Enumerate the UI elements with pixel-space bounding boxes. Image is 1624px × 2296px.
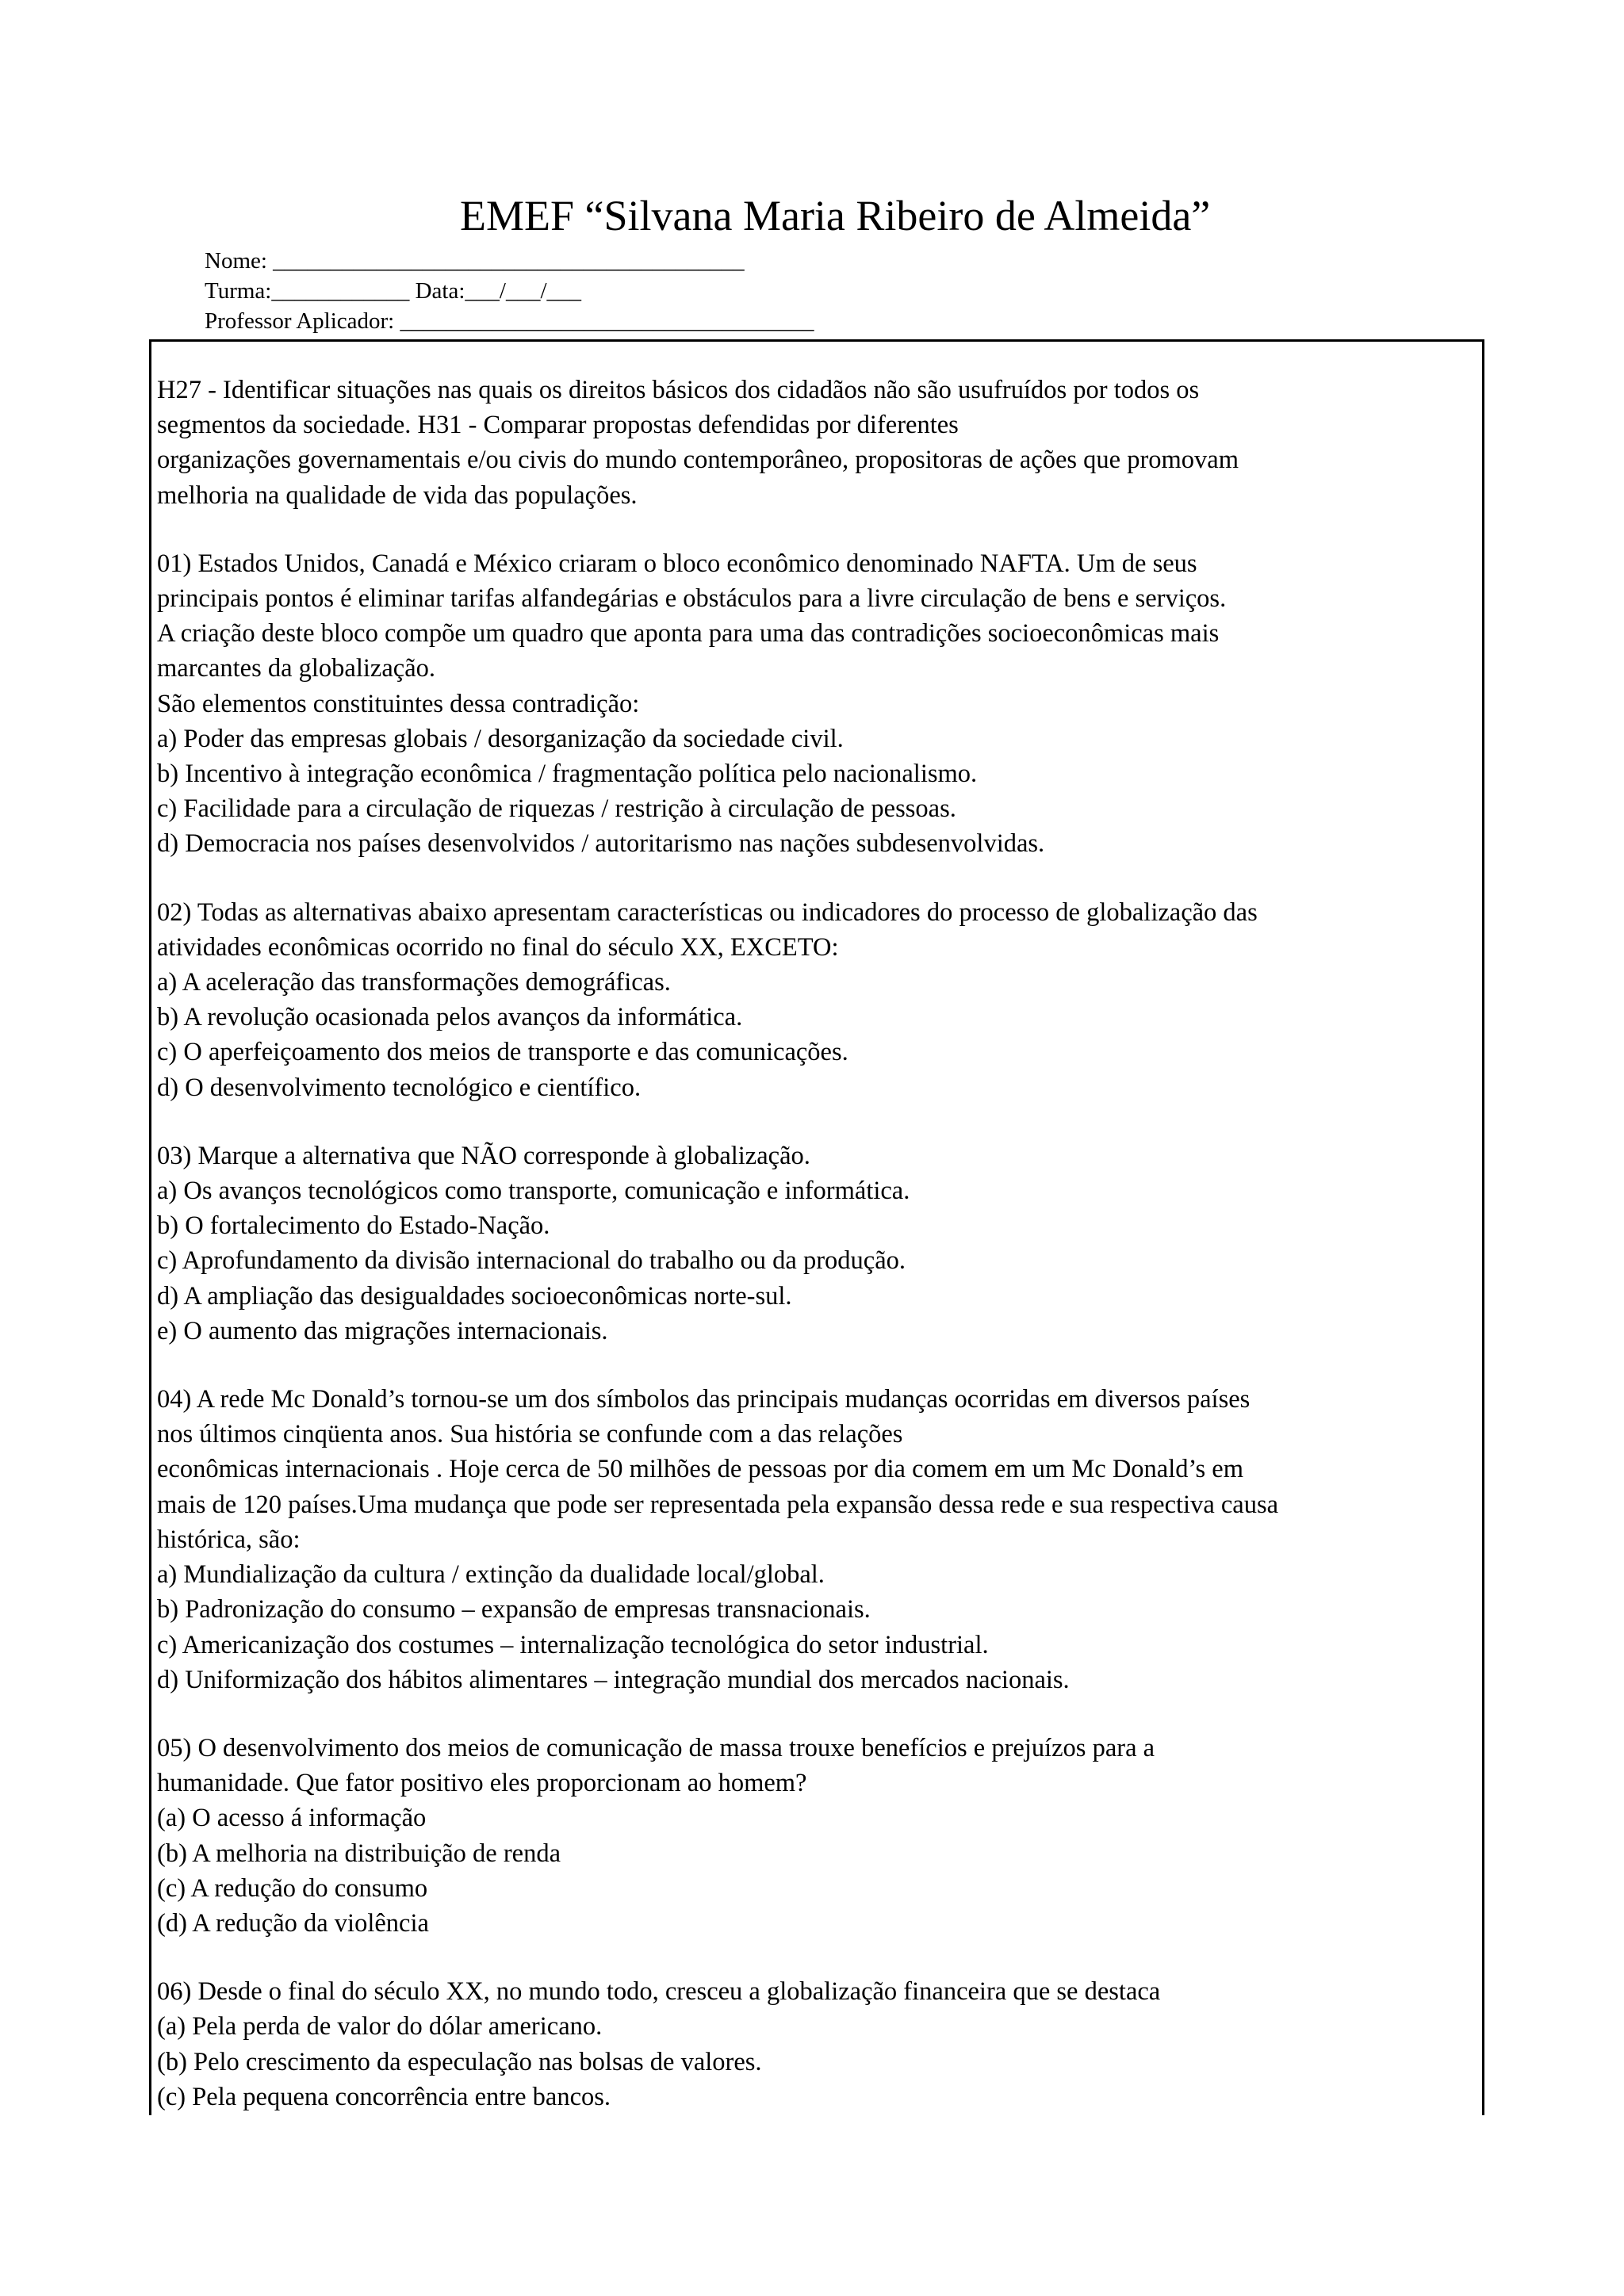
text-line: a) Os avanços tecnológicos como transporte, comunicação e informática. [157, 1177, 910, 1206]
text-line: humanidade. Que fator positivo eles proporcionam ao homem? [157, 1769, 807, 1798]
text-line: melhoria na qualidade de vida das populações. [157, 480, 638, 510]
text-line: a) Mundialização da cultura / extinção da dualidade local/global. [157, 1560, 825, 1590]
paragraph-gap [157, 1697, 1481, 1731]
paragraph-gap [157, 1105, 1481, 1138]
text-line: e) O aumento das migrações internacionais. [157, 1316, 608, 1345]
question-01 [157, 546, 1481, 862]
text-line: b) A revolução ocasionada pelos avanços da informática. [157, 1003, 743, 1032]
text-line: c) Aprofundamento da divisão internacional do trabalho ou da produção. [157, 1246, 906, 1276]
text-line: histórica, são: [157, 1525, 301, 1554]
text-line: c) Facilidade para a circulação de riquezas / restrição à circulação de pessoas. [157, 794, 956, 824]
text-line: c) Americanização dos costumes – internalização tecnológica do setor industrial. [157, 1630, 989, 1659]
text-line: (b) Pelo crescimento da especulação nas bolsas de valores. [157, 2047, 762, 2076]
text-line: (a) O acesso á informação [157, 1804, 427, 1833]
question-04 [157, 1382, 1481, 1697]
text-line: d) Uniformização dos hábitos alimentares – integração mundial dos mercados nacionais. [157, 1665, 1070, 1694]
text-line: marcantes da globalização. [157, 654, 435, 683]
text-line: d) O desenvolvimento tecnológico e científico. [157, 1073, 642, 1102]
text-line: 03) Marque a alternativa que NÃO corresponde à globalização. [157, 1141, 810, 1170]
paragraph-gap [157, 1349, 1481, 1382]
paragraph-gap [157, 1941, 1481, 1974]
text-line: b) Incentivo à integração econômica / fragmentação política pelo nacionalismo. [157, 760, 978, 789]
text-line: organizações governamentais e/ou civis do mundo contemporâneo, propositoras de ações que promovam [157, 446, 1239, 475]
text-line: segmentos da sociedade. H31 - Comparar propostas defendidas por diferentes [157, 411, 959, 440]
text-line: b) Padronização do consumo – expansão de empresas transnacionais. [157, 1595, 871, 1624]
text-line: d) A ampliação das desigualdades socioeconômicas norte-sul. [157, 1281, 792, 1311]
question-06 [157, 1974, 1481, 2114]
text-line: 06) Desde o final do século XX, no mundo todo, cresceu a globalização financeira que se destaca [157, 1977, 1161, 2007]
paragraph-gap [157, 862, 1481, 895]
text-line: 04) A rede Mc Donald’s tornou-se um dos símbolos das principais mudanças ocorridas em diversos países [157, 1385, 1251, 1414]
question-05 [157, 1731, 1481, 1941]
paragraph-gap [157, 513, 1481, 546]
text-line: mais de 120 países.Uma mudança que pode ser representada pela expansão dessa rede e sua respectiva causa [157, 1490, 1279, 1519]
text-line: (d) A redução da violência [157, 1908, 429, 1938]
text-line: H27 - Identificar situações nas quais os direitos básicos dos cidadãos não são usufruídos por todos os [157, 376, 1200, 404]
text-line: A criação deste bloco compõe um quadro que aponta para uma das contradições socioeconômicas mais [157, 619, 1220, 649]
text-line: principais pontos é eliminar tarifas alfandegárias e obstáculos para a livre circulação de bens e serviços. [157, 584, 1227, 614]
text-line: (c) Pela pequena concorrência entre bancos. [157, 2082, 611, 2111]
text-line: São elementos constituintes dessa contradição: [157, 689, 640, 718]
text-line: d) Democracia nos países desenvolvidos / autoritarismo nas nações subdesenvolvidas. [157, 829, 1045, 859]
text-line: (c) A redução do consumo [157, 1873, 428, 1903]
skills-intro [157, 373, 1481, 513]
school-title: EMEF “Silvana Maria Ribeiro de Almeida” [460, 192, 1211, 239]
text-line: atividades econômicas ocorrido no final do século XX, EXCETO: [157, 932, 839, 962]
text-line: (a) Pela perda de valor do dólar americano. [157, 2012, 603, 2042]
name-field-line: Nome: _________________________________________ [205, 248, 745, 274]
text-line: b) O fortalecimento do Estado-Nação. [157, 1211, 550, 1241]
text-line: (b) A melhoria na distribuição de renda [157, 1839, 561, 1868]
question-02 [157, 895, 1481, 1105]
question-03 [157, 1138, 1481, 1349]
text-line: nos últimos cinqüenta anos. Sua história se confunde com a das relações [157, 1420, 903, 1449]
text-line: 05) O desenvolvimento dos meios de comunicação de massa trouxe benefícios e prejuízos para a [157, 1733, 1155, 1762]
class-date-field-line: Turma:____________ Data:___/___/___ [205, 278, 582, 304]
text-line: 01) Estados Unidos, Canadá e México criaram o bloco econômico denominado NAFTA. Um de seus [157, 549, 1197, 578]
text-line: econômicas internacionais . Hoje cerca de 50 milhões de pessoas por dia comem em um Mc Donald’s em [157, 1455, 1243, 1484]
teacher-field-line: Professor Aplicador: ____________________________________ [205, 308, 814, 334]
text-line: 02) Todas as alternativas abaixo apresentam características ou indicadores do processo de globalização das [157, 897, 1258, 927]
text-line: c) O aperfeiçoamento dos meios de transporte e das comunicações. [157, 1038, 848, 1067]
text-line: a) Poder das empresas globais / desorganização da sociedade civil. [157, 724, 844, 753]
text-line: a) A aceleração das transformações demográficas. [157, 968, 671, 997]
document-body [157, 373, 1481, 2114]
